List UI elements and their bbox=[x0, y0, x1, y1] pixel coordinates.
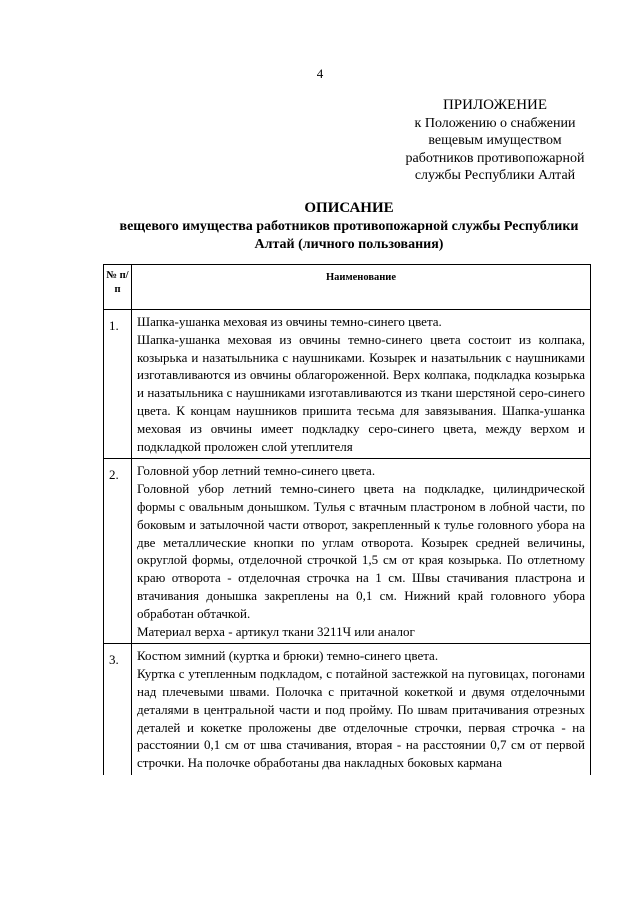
item-title: Костюм зимний (куртка и брюки) темно-синего цвета. bbox=[137, 648, 439, 664]
item-title: Головной убор летний темно-синего цвета. bbox=[137, 463, 376, 479]
table-row bbox=[104, 459, 591, 644]
document-subtitle: вещевого имущества работников противопожарной службы Республики Алтай (личного пользования) bbox=[119, 219, 579, 252]
column-header-name: Наименование bbox=[132, 265, 591, 310]
appendix-block bbox=[380, 97, 610, 185]
item-description: Головной убор летний темно-синего цвета на подкладке, цилиндрической формы с овальным донышком. Тулья с втачным пластроном в лобной части, по боковым и затылочной части отворот, закрепленный к тулье головного убора на две металлические кнопки по углам отворота. Козырек средней величины, округлой формы, отделочной строчкой 1,5 см от края козырька. По отлетному краю отворота - отделочная строчка на 1 см. Швы стачивания пластрона и втачивания донышка закреплены на 0,1 см. Нижний край головного убора обработан обтачкой. bbox=[137, 481, 585, 621]
item-material: Материал верха - артикул ткани 3211Ч или аналог bbox=[137, 623, 415, 639]
table-row bbox=[104, 644, 591, 775]
item-title: Шапка-ушанка меховая из овчины темно-синего цвета. bbox=[137, 314, 442, 329]
row-description bbox=[132, 310, 591, 459]
appendix-line: к Положению о снабжении bbox=[414, 115, 576, 131]
page-number: 4 bbox=[316, 66, 324, 81]
row-number: 1. bbox=[104, 310, 132, 459]
item-description: Куртка с утепленным подкладом, с потайной застежкой на пуговицах, погонами над плечевыми швами. Полочка с притачной кокеткой и двумя отделочными деталями в центральной части и под пройму. По швам притачивания отрезных деталей и кокетке проложены две отделочные строчки, первая строчка - на расстоянии 0,1 см от шва стачивания, вторая - на расстоянии 0,7 см от первой строчки. На полочке обработаны два накладных боковых кармана bbox=[137, 666, 585, 771]
row-number: 2. bbox=[104, 459, 132, 644]
row-description bbox=[132, 644, 591, 775]
column-header-number: № п/п bbox=[104, 265, 132, 310]
document-heading bbox=[104, 199, 594, 254]
appendix-line: службы Республики Алтай bbox=[414, 168, 576, 183]
appendix-title: ПРИЛОЖЕНИЕ bbox=[442, 97, 548, 113]
appendix-line: вещевым имуществом bbox=[428, 133, 562, 148]
row-number: 3. bbox=[104, 644, 132, 775]
item-description: Шапка-ушанка меховая из овчины темно-синего цвета состоит из колпака, козырька и назатыльника с наушниками. Козырек и назатыльник с наушниками изготавливаются из овчины облагороженной. Верх колпака, подкладка козырька и назатыльника с наушниками изготавливаются из ткани шерстяной серо-синего цвета. К концам наушников пришита тесьма для завязывания. Шапка-ушанка меховая из овчины имеет подкладку серо-синего цвета, между верхом и подкладкой проложен слой утеплителя bbox=[137, 331, 585, 454]
table-row bbox=[104, 310, 591, 459]
table-header-row bbox=[104, 265, 591, 310]
row-description bbox=[132, 459, 591, 644]
items-table bbox=[103, 264, 591, 775]
appendix-line: работников противопожарной bbox=[405, 150, 585, 166]
document-title: ОПИСАНИЕ bbox=[304, 200, 394, 216]
